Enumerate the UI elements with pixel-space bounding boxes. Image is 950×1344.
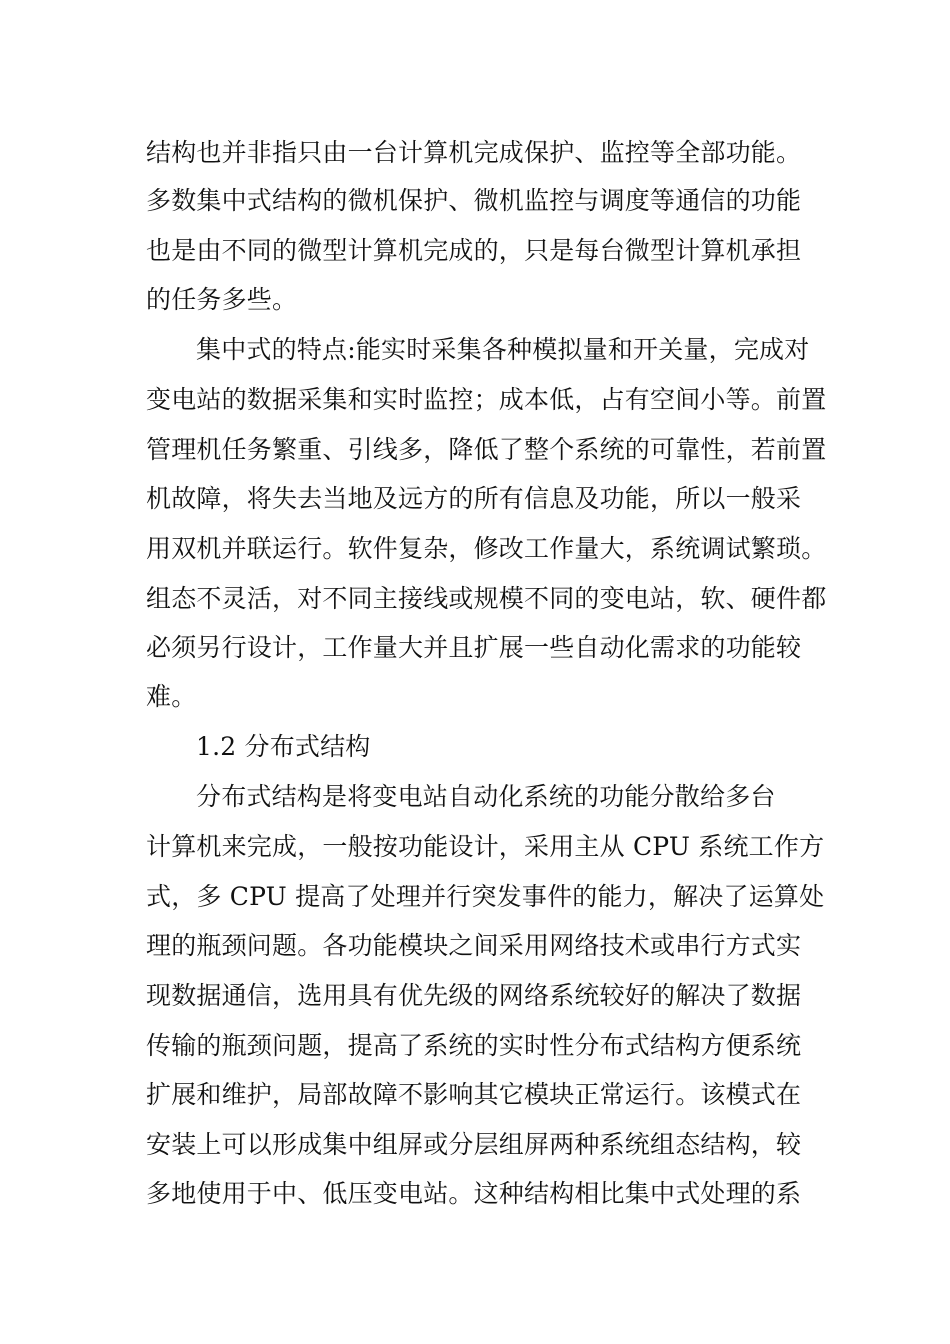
text-line: 多数集中式结构的微机保护、微机监控与调度等通信的功能 bbox=[146, 186, 802, 215]
text-line: 扩展和维护，局部故障不影响其它模块正常运行。该模式在 bbox=[146, 1080, 802, 1109]
text-line: 多地使用于中、低压变电站。这种结构相比集中式处理的系 bbox=[146, 1179, 802, 1208]
section-heading: 1.2 分布式结构 bbox=[196, 732, 371, 761]
text-line: 结构也并非指只由一台计算机完成保护、监控等全部功能。 bbox=[146, 138, 802, 167]
text-line: 变电站的数据采集和实时监控；成本低，占有空间小等。前置 bbox=[146, 385, 827, 414]
text-line: 的任务多些。 bbox=[146, 285, 298, 314]
text-line: 管理机任务繁重、引线多，降低了整个系统的可靠性，若前置 bbox=[146, 435, 827, 464]
text-line: 现数据通信，选用具有优先级的网络系统较好的解决了数据 bbox=[146, 981, 802, 1010]
text-line: 难。 bbox=[146, 682, 197, 711]
text-line: 计算机来完成，一般按功能设计，采用主从 CPU 系统工作方 bbox=[146, 832, 825, 861]
text-line: 也是由不同的微型计算机完成的，只是每台微型计算机承担 bbox=[146, 236, 802, 265]
text-line: 用双机并联运行。软件复杂，修改工作量大，系统调试繁琐。 bbox=[146, 534, 827, 563]
text-line: 传输的瓶颈问题，提高了系统的实时性分布式结构方便系统 bbox=[146, 1031, 802, 1060]
text-line: 组态不灵活，对不同主接线或规模不同的变电站，软、硬件都 bbox=[146, 584, 827, 613]
text-line: 理的瓶颈问题。各功能模块之间采用网络技术或串行方式实 bbox=[146, 931, 802, 960]
text-line: 安装上可以形成集中组屏或分层组屏两种系统组态结构，较 bbox=[146, 1130, 802, 1159]
text-line: 集中式的特点:能实时采集各种模拟量和开关量，完成对 bbox=[196, 335, 810, 364]
text-line: 分布式结构是将变电站自动化系统的功能分散给多台 bbox=[196, 782, 776, 811]
text-line: 机故障，将失去当地及远方的所有信息及功能，所以一般采 bbox=[146, 484, 802, 513]
text-line: 式，多 CPU 提高了处理并行突发事件的能力，解决了运算处 bbox=[146, 882, 825, 911]
text-line: 必须另行设计，工作量大并且扩展一些自动化需求的功能较 bbox=[146, 633, 802, 662]
